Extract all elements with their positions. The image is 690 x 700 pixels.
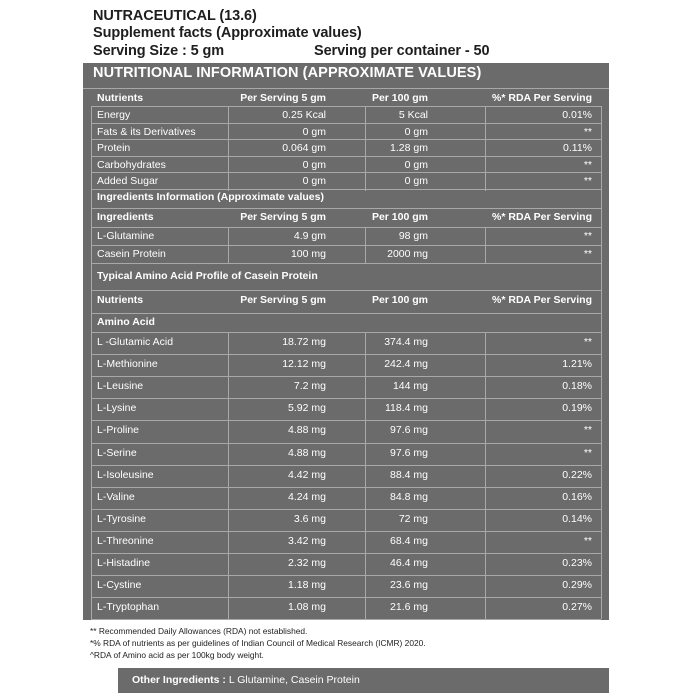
cell: L-Serine <box>97 446 137 459</box>
table-divider <box>91 531 601 532</box>
serving-size: Serving Size : 5 gm <box>93 43 225 59</box>
cell: 0.29% <box>562 579 592 592</box>
panel-title: NUTRITIONAL INFORMATION (APPROXIMATE VALUES) <box>93 65 482 81</box>
cell: 0.19% <box>562 402 592 415</box>
cell: Nutrients <box>97 294 144 306</box>
cell: %* RDA Per Serving <box>492 211 592 223</box>
cell: 144 mg <box>392 380 428 393</box>
cell: Added Sugar <box>97 175 159 187</box>
table-divider <box>91 227 601 228</box>
table-divider <box>91 332 601 333</box>
column-divider <box>485 332 486 619</box>
cell: L-Isoleusine <box>97 468 154 481</box>
cell: L-Tryptophan <box>97 601 160 614</box>
cell: 1.21% <box>562 358 592 371</box>
table-divider <box>91 208 601 209</box>
cell: L-Leusine <box>97 380 144 393</box>
cell: 0.18% <box>562 380 592 393</box>
column-divider <box>485 227 486 263</box>
cell: ** <box>583 125 592 138</box>
cell: 0 gm <box>302 125 326 138</box>
cell: 0.27% <box>562 601 592 614</box>
cell: Per Serving 5 gm <box>240 294 326 306</box>
column-divider <box>365 332 366 619</box>
cell: 118.4 mg <box>385 402 428 415</box>
cell: 0.16% <box>562 490 592 503</box>
table-divider <box>91 189 601 190</box>
cell: 0 gm <box>404 125 428 138</box>
cell: 100 mg <box>290 248 326 260</box>
cell: 4.88 mg <box>288 424 326 437</box>
table-divider <box>91 465 601 466</box>
cell: 68.4 mg <box>390 534 428 547</box>
cell: 72 mg <box>398 512 428 525</box>
cell: 21.6 mg <box>390 601 428 614</box>
table-divider <box>91 245 601 246</box>
amino-title: Typical Amino Acid Profile of Casein Protein <box>97 270 318 282</box>
ingredients-title: Ingredients Information (Approximate values) <box>97 191 324 203</box>
cell: ** <box>583 175 592 187</box>
cell: 88.4 mg <box>390 468 428 481</box>
cell: ** <box>583 336 592 348</box>
footnote-icmr: *% RDA of nutrients as per guidelines of Indian Council of Medical Research (ICMR) 2020. <box>90 638 426 648</box>
cell: 1.28 gm <box>390 142 428 154</box>
table-divider <box>91 443 601 444</box>
cell: 0.11% <box>563 142 592 154</box>
product-name: NUTRACEUTICAL (13.6) <box>93 8 257 24</box>
cell: Per 100 gm <box>371 211 428 223</box>
table-divider <box>91 313 601 314</box>
other-ingredients-value: L Glutamine, Casein Protein <box>228 674 360 686</box>
column-divider <box>91 106 92 619</box>
table-divider <box>91 172 601 173</box>
cell: Nutrients <box>97 92 144 104</box>
column-divider <box>228 106 229 191</box>
cell: L-Cystine <box>97 579 142 592</box>
cell: ** <box>583 534 592 547</box>
table-divider <box>91 123 601 124</box>
cell: 0 gm <box>302 175 326 187</box>
table-divider <box>91 290 601 291</box>
table-divider <box>91 354 601 355</box>
footnote-amino-rda: ^RDA of Amino acid as per 100kg body weight. <box>90 650 264 660</box>
cell: 46.4 mg <box>390 557 428 569</box>
cell: 3.42 mg <box>288 534 326 547</box>
cell: 0.23% <box>562 557 592 569</box>
cell: 374.4 mg <box>384 336 428 348</box>
servings-per-container: Serving per container - 50 <box>314 43 490 59</box>
cell: Fats & its Derivatives <box>97 125 196 138</box>
cell: Per 100 gm <box>371 92 428 104</box>
cell: 5.92 mg <box>288 402 326 415</box>
cell: L-Histadine <box>97 557 151 569</box>
cell: 4.24 mg <box>288 490 326 503</box>
other-ingredients-bar <box>118 668 609 693</box>
cell: ** <box>583 424 592 437</box>
cell: Energy <box>97 109 131 121</box>
cell: 18.72 mg <box>282 336 326 348</box>
cell: ** <box>583 446 592 459</box>
cell: L-Tyrosine <box>97 512 147 525</box>
cell: 4.9 gm <box>293 230 326 242</box>
table-divider <box>91 487 601 488</box>
cell: 4.42 mg <box>288 468 326 481</box>
cell: 4.88 mg <box>288 446 326 459</box>
cell: 98 gm <box>398 230 428 242</box>
cell: ** <box>583 230 592 242</box>
cell: 2.32 mg <box>288 557 326 569</box>
cell: 0.25 Kcal <box>282 109 326 121</box>
cell: 5 Kcal <box>398 109 428 121</box>
cell: 23.6 mg <box>390 579 428 592</box>
cell: 12.12 mg <box>282 358 326 371</box>
cell: Casein Protein <box>97 248 166 260</box>
cell: ** <box>583 248 592 260</box>
cell: 0.01% <box>562 109 592 121</box>
table-divider <box>91 420 601 421</box>
cell: Per 100 gm <box>371 294 428 306</box>
cell: L-Valine <box>97 490 135 503</box>
nutrition-panel <box>83 63 609 620</box>
table-divider <box>91 263 601 264</box>
cell: 3.6 mg <box>293 512 326 525</box>
table-divider <box>91 553 601 554</box>
column-divider <box>485 106 486 191</box>
cell: 1.18 mg <box>288 579 326 592</box>
table-divider <box>91 376 601 377</box>
cell: Ingredients <box>97 211 154 223</box>
column-divider <box>365 106 366 191</box>
table-divider <box>91 156 601 157</box>
table-divider <box>91 139 601 140</box>
column-divider <box>228 227 229 263</box>
cell: L-Proline <box>97 424 140 437</box>
table-divider <box>91 597 601 598</box>
cell: 242.4 mg <box>384 358 428 371</box>
column-divider <box>365 227 366 263</box>
table-divider <box>91 509 601 510</box>
cell: L-Methionine <box>97 358 158 371</box>
cell: Per Serving 5 gm <box>240 211 326 223</box>
cell: 2000 mg <box>387 248 428 260</box>
cell: Protein <box>97 142 131 154</box>
cell: 0.064 gm <box>282 142 326 154</box>
supplement-facts-subtitle: Supplement facts (Approximate values) <box>93 25 362 41</box>
cell: 84.8 mg <box>390 490 428 503</box>
cell: 97.6 mg <box>390 424 428 437</box>
other-ingredients-label: Other Ingredients : <box>132 674 226 686</box>
cell: 1.08 mg <box>288 601 326 614</box>
cell: 0 gm <box>404 175 428 187</box>
cell: 0.14% <box>562 512 592 525</box>
table-divider <box>91 575 601 576</box>
cell: L-Lysine <box>97 402 137 415</box>
cell: L-Glutamine <box>97 230 155 242</box>
table-divider <box>91 106 601 107</box>
cell: 0 gm <box>302 158 326 171</box>
cell: 0 gm <box>404 158 428 171</box>
cell: %* RDA Per Serving <box>492 294 592 306</box>
cell: 0.22% <box>562 468 592 481</box>
cell: L-Threonine <box>97 534 154 547</box>
cell: 97.6 mg <box>390 446 428 459</box>
column-divider <box>601 106 602 619</box>
cell: 7.2 mg <box>293 380 326 393</box>
cell: %* RDA Per Serving <box>492 92 592 104</box>
footnote-rda-not-established: ** Recommended Daily Allowances (RDA) not established. <box>90 626 308 636</box>
cell: ** <box>583 158 592 171</box>
cell: L -Glutamic Acid <box>97 336 174 348</box>
amino-group-label: Amino Acid <box>97 316 155 328</box>
table-divider <box>91 398 601 399</box>
column-divider <box>228 332 229 619</box>
cell: Per Serving 5 gm <box>240 92 326 104</box>
table-divider <box>83 88 609 89</box>
table-divider <box>91 619 601 620</box>
cell: Carbohydrates <box>97 158 166 171</box>
